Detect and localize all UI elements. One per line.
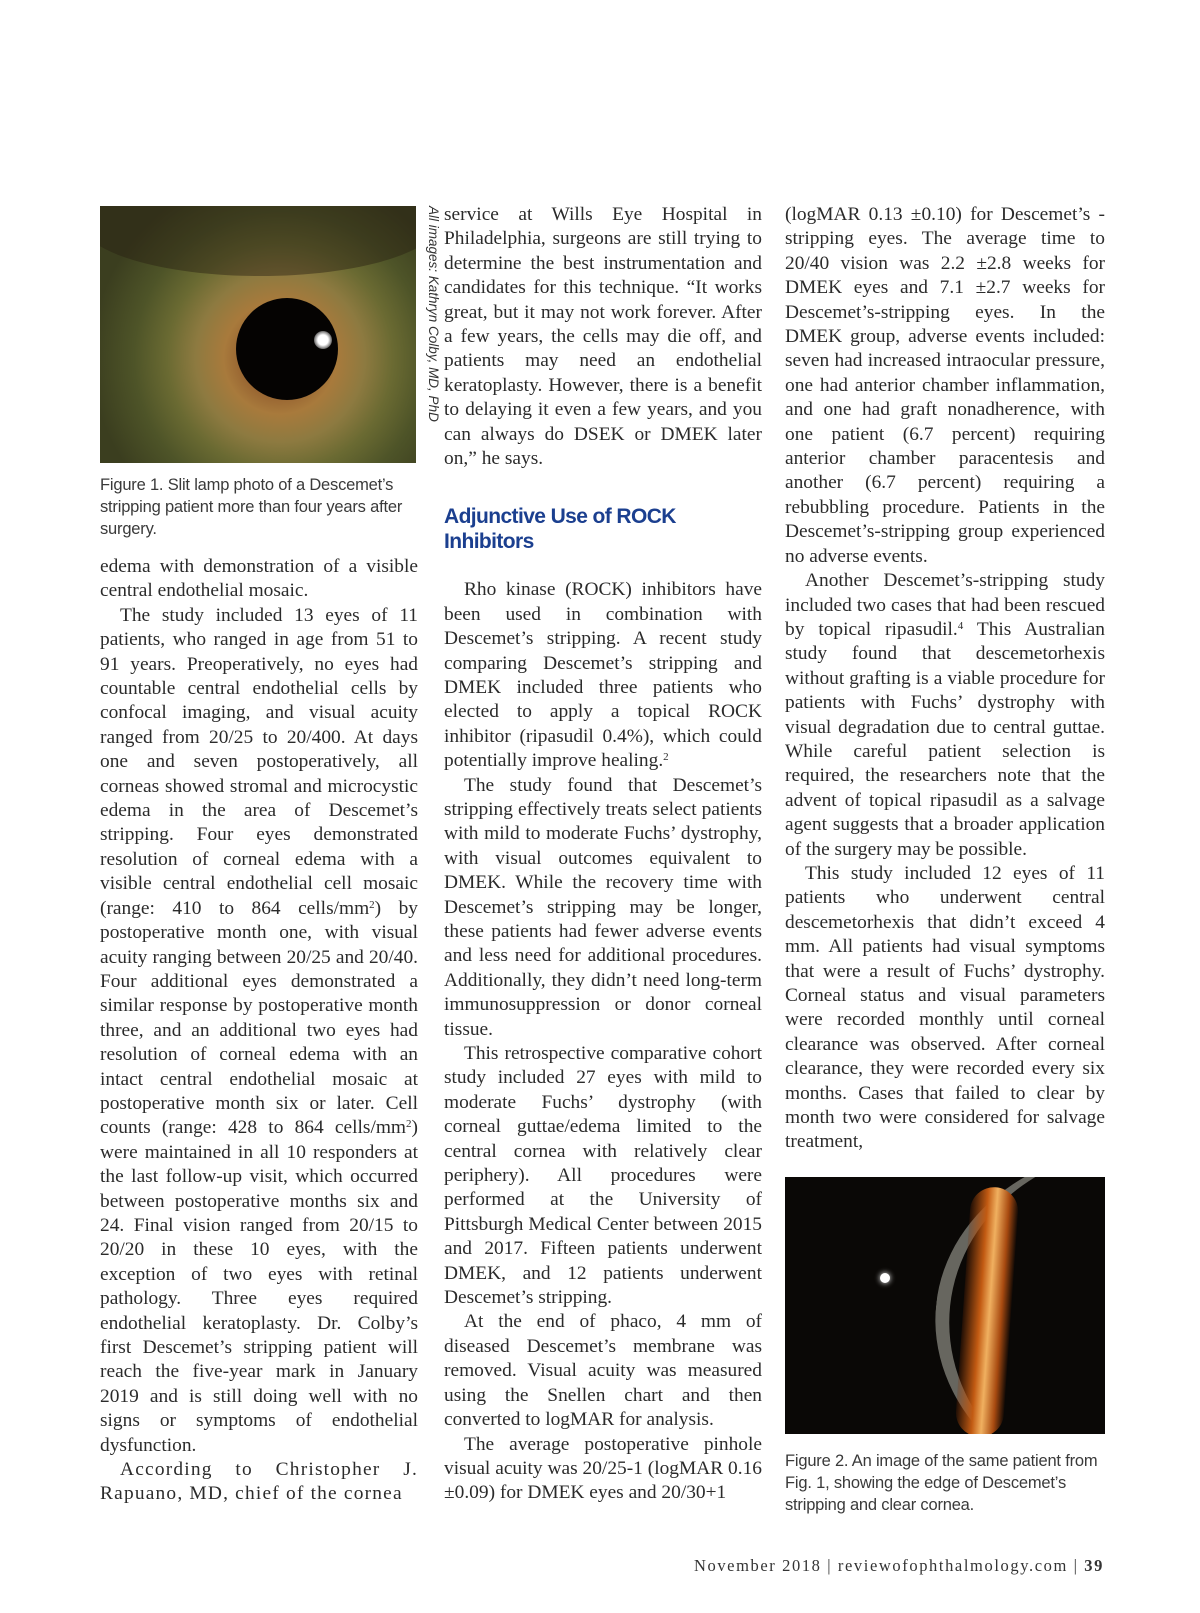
eyelid-shadow	[100, 206, 416, 276]
column-3	[785, 203, 1105, 1155]
paragraph: Another Descemet’s-stripping study included two cases that had been rescued by topical ripasudil.$^4$ This Australian study found that descemetorhexis without grafting is a viable procedure for patients with Fuchs’ dystrophy with visual degradation due to central guttae. While careful patient selection is required, the researchers note that the advent of topical ripasudil as a salvage agent suggests that a broader application of the surgery may be possible.	[785, 570, 1105, 860]
paragraph: service at Wills Eye Hospital in Philadelphia, surgeons are still trying to determine the best instrumentation and candidates for this technique. “It works great, but it may not work forever. After a few years, the cells may die off, and patients may need an endothelial keratoplasty. However, there is a benefit to delaying it even a few years, and you can always do DSEK or DMEK later on,” he says.	[444, 204, 762, 470]
photo-credit: All images: Kathryn Colby, MD, PhD	[426, 206, 441, 422]
paragraph: The study found that Descemet’s stripping effectively treats select patients with mild to moderate Fuchs’ dystrophy, with visual outcomes equivalent to DMEK. While the recovery time with Descemet’s stripping may be longer, these patients had fewer adverse events and less need for additional procedures. Additionally, they didn’t need long-term immunosuppression or donor corneal tissue.	[444, 774, 762, 1040]
paragraph: (logMAR 0.13 ±0.10) for Descemet’s -stripping eyes. The average time to 20/40 vision was 2.2 ±2.8 weeks for DMEK eyes and 7.1 ±2.7 weeks for Descemet’s-stripping eyes. In the DMEK group, adverse events included: seven had increased intraocular pressure, one had anterior chamber inflammation, and one had graft nonadherence, with one patient (6.7 percent) requiring anterior chamber paracentesis and another (6.7 percent) requiring a rebubbling procedure. Patients in the Descemet’s-stripping group experienced no adverse events.	[785, 204, 1105, 567]
paragraph: According to Christopher J. Rapuano, MD, chief of the cornea	[100, 1459, 418, 1505]
figure-1-image	[100, 206, 416, 463]
paragraph: edema with demonstration of a visible central endothelial mosaic.	[100, 556, 418, 602]
column-2	[444, 203, 762, 1506]
figure-1-caption: Figure 1. Slit lamp photo of a Descemet’s stripping patient more than four years after surgery.	[100, 476, 403, 538]
corneal-reflection	[314, 331, 332, 349]
paragraph: This retrospective comparative cohort study included 27 eyes with mild to moderate Fuchs’ dystrophy (with corneal guttae/edema limited to the central cornea with relatively clear periphery). All procedures were performed at the University of Pittsburgh Medical Center between 2015 and 2017. Fifteen patients underwent DMEK, and 12 patients underwent Descemet’s stripping.	[444, 1043, 762, 1309]
paragraph: At the end of phaco, 4 mm of diseased Descemet’s membrane was removed. Visual acuity was measured using the Snellen chart and then converted to logMAR for analysis.	[444, 1311, 762, 1431]
page-number: 39	[1084, 1556, 1104, 1575]
paragraph: The study included 13 eyes of 11 patients, who ranged in age from 51 to 91 years. Preoperatively, no eyes had countable central endothelial cells by confocal imaging, and visual acuity ranged from 20/25 to 20/400. At days one and seven postoperatively, all corneas showed stromal and microcystic edema in the area of Descemet’s stripping. Four eyes demonstrated resolution of corneal edema with a visible central endothelial cell mosaic (range: 410 to 864 cells/$mm^2$) by postoperative month one, with visual acuity ranging between 20/25 and 20/40. Four additional eyes demonstrated a similar response by postoperative month three, and an additional two eyes had resolution of corneal edema with an intact central endothelial mosaic at postoperative month six or later. Cell counts (range: 428 to 864 cells/$mm^2$) were maintained in all 10 responders at the last follow-up visit, which occurred between postoperative months six and 24. Final vision ranged from 20/15 to 20/20 in these 10 eyes, with the exception of two eyes with retinal pathology. Three eyes required endothelial keratoplasty. Dr. Colby’s first Descemet’s stripping patient will reach the five-year mark in January 2019 and is still doing well with no signs or symptoms of endothelial dysfunction.	[100, 604, 418, 1456]
website: reviewofophthalmology.com	[837, 1556, 1068, 1575]
footer-separator: |	[827, 1556, 833, 1575]
pupil	[236, 298, 338, 400]
section-heading: Adjunctive Use of ROCK Inhibitors	[444, 505, 676, 553]
page-footer	[694, 1556, 1104, 1576]
footer-separator: |	[1073, 1556, 1079, 1575]
figure-2-image	[785, 1177, 1105, 1434]
paragraph: This study included 12 eyes of 11 patients who underwent central descemetorhexis that didn’t exceed 4 mm. All patients had visual symptoms that were a result of Fuchs’ dystrophy. Corneal status and visual parameters were recorded monthly until corneal clearance was observed. After corneal clearance, they were recorded every six months. Cases that failed to clear by month two were considered for salvage treatment,	[785, 862, 1105, 1153]
column-1	[100, 555, 418, 1507]
paragraph: Rho kinase (ROCK) inhibitors have been used in combination with Descemet’s stripping. A recent study comparing Descemet’s stripping and DMEK included three patients who elected to apply a topical ROCK inhibitor (ripasudil 0.4%), which could potentially improve healing.$^2$	[444, 579, 762, 772]
figure-2-caption: Figure 2. An image of the same patient from Fig. 1, showing the edge of Descemet’s stripping and clear cornea.	[785, 1452, 1098, 1514]
light-reflection	[880, 1273, 890, 1283]
issue-date: November 2018	[693, 1556, 822, 1575]
paragraph: The average postoperative pinhole visual acuity was 20/25-1 (logMAR 0.16 ±0.09) for DMEK eyes and 20/30+1	[444, 1433, 762, 1504]
